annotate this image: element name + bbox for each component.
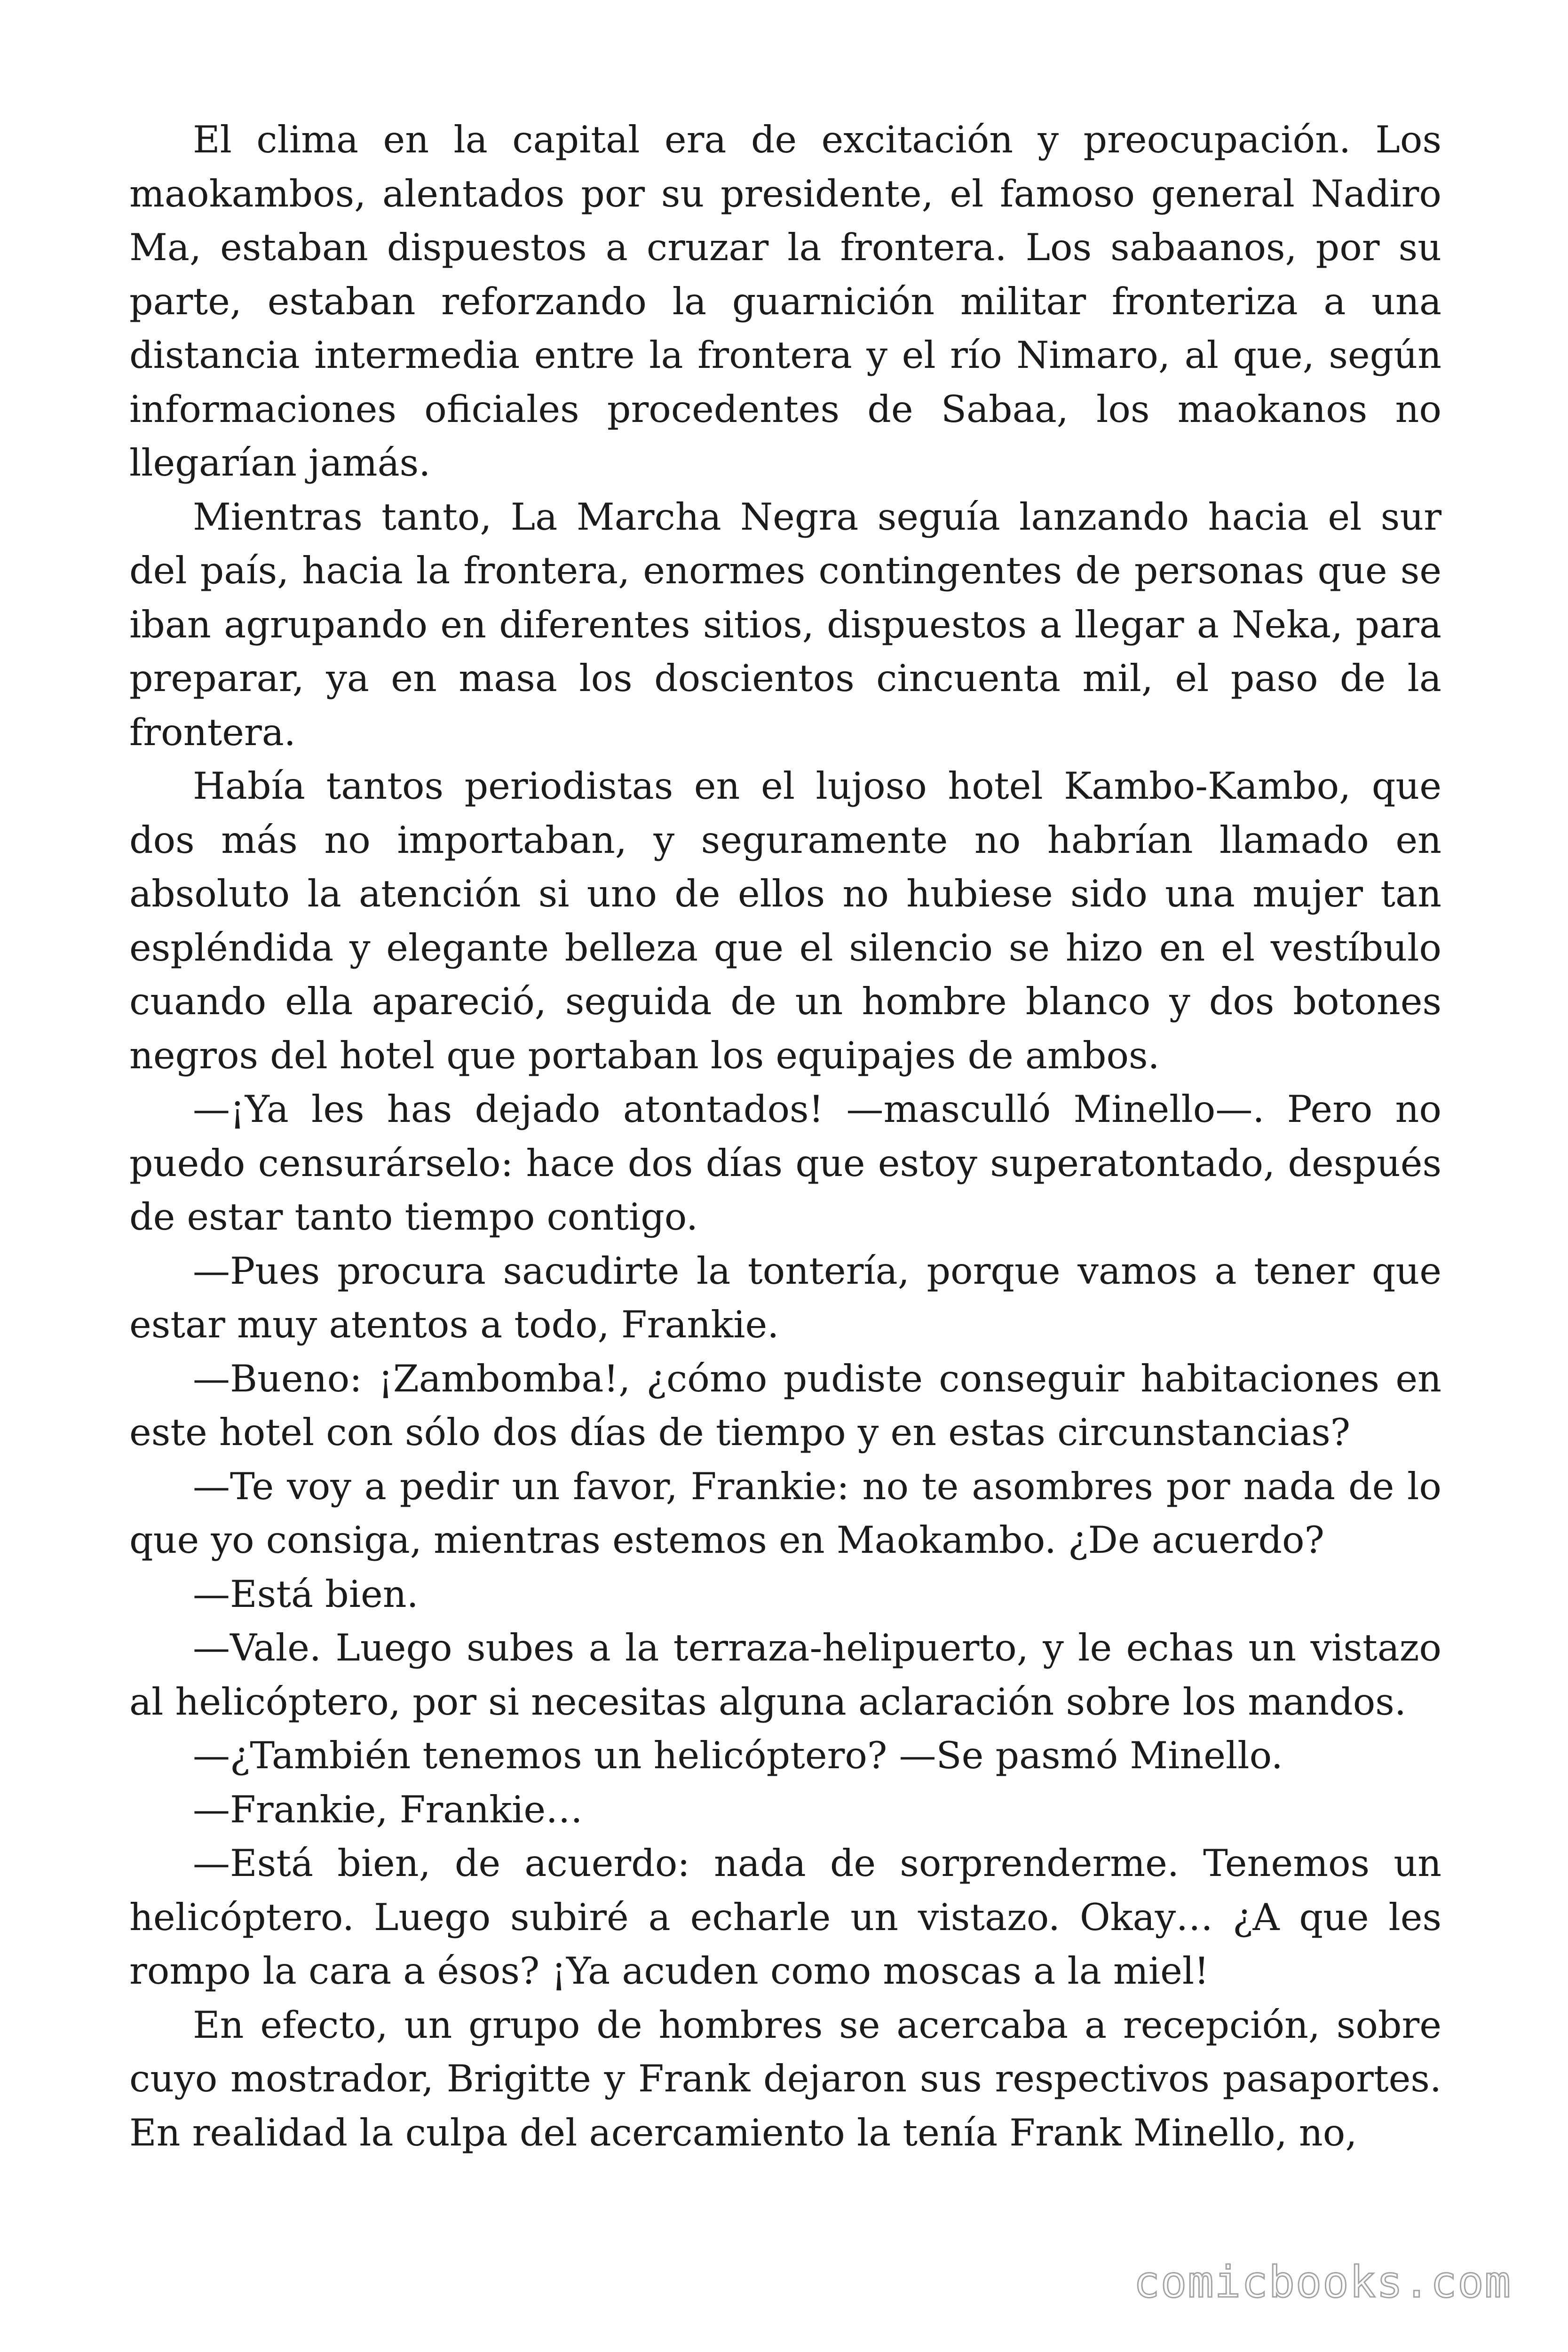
dialogue-7: —¿También tenemos un helicóptero? —Se pasmó Minello. bbox=[193, 1734, 1283, 1777]
dialogue-1: —¡Ya les has dejado atontados! —masculló Minello—. Pero no puedo censurárselo: hace dos días que estoy superatontado, después de estar tanto tiempo contigo. bbox=[129, 1088, 1441, 1239]
paragraph-4: En efecto, un grupo de hombres se acercaba a recepción, sobre cuyo mostrador, Brigitte y Frank dejaron sus respectivos pasaportes. En realidad la culpa del acercamiento la tenía Frank Minello, no, bbox=[129, 2003, 1441, 2154]
dialogue-2: —Pues procura sacudirte la tontería, porque vamos a tener que estar muy atentos a todo, Frankie. bbox=[129, 1249, 1441, 1346]
watermark: comicbooks.com bbox=[1133, 2257, 1512, 2307]
dialogue-3: —Bueno: ¡Zambomba!, ¿cómo pudiste conseguir habitaciones en este hotel con sólo dos días de tiempo y en estas circunstancias? bbox=[129, 1357, 1441, 1454]
page-text bbox=[129, 113, 1441, 2160]
dialogue-4: —Te voy a pedir un favor, Frankie: no te asombres por nada de lo que yo consiga, mientras estemos en Maokambo. ¿De acuerdo? bbox=[129, 1464, 1441, 1562]
dialogue-9: —Está bien, de acuerdo: nada de sorprenderme. Tenemos un helicóptero. Luego subiré a echarle un vistazo. Okay… ¿A que les rompo la cara a ésos? ¡Ya acuden como moscas a la miel! bbox=[129, 1842, 1441, 1993]
dialogue-6: —Vale. Luego subes a la terraza-helipuerto, y le echas un vistazo al helicóptero, por si necesitas alguna aclaración sobre los mandos. bbox=[129, 1626, 1441, 1724]
paragraph-3: Había tantos periodistas en el lujoso hotel Kambo-Kambo, que dos más no importaban, y seguramente no habrían llamado en absoluto la atención si uno de ellos no hubiese sido una mujer tan espléndida y elegante belleza que el silencio se hizo en el vestíbulo cuando ella apareció, seguida de un hombre blanco y dos botones negros del hotel que portaban los equipajes de ambos. bbox=[129, 764, 1441, 1077]
dialogue-5: —Está bien. bbox=[193, 1572, 419, 1616]
paragraph-1: El clima en la capital era de excitación y preocupación. Los maokambos, alentados por su presidente, el famoso general Nadiro Ma, estaban dispuestos a cruzar la frontera. Los sabaanos, por su parte, estaban reforzando la guarnición militar fronteriza a una distancia intermedia entre la frontera y el río Nimaro, al que, según informaciones oficiales procedentes de Sabaa, los maokanos no llegarían jamás. bbox=[129, 118, 1441, 485]
paragraph-2: Mientras tanto, La Marcha Negra seguía lanzando hacia el sur del país, hacia la frontera, enormes contingentes de personas que se iban agrupando en diferentes sitios, dispuestos a llegar a Neka, para preparar, ya en masa los doscientos cincuenta mil, el paso de la frontera. bbox=[129, 495, 1441, 754]
dialogue-8: —Frankie, Frankie… bbox=[193, 1788, 583, 1831]
